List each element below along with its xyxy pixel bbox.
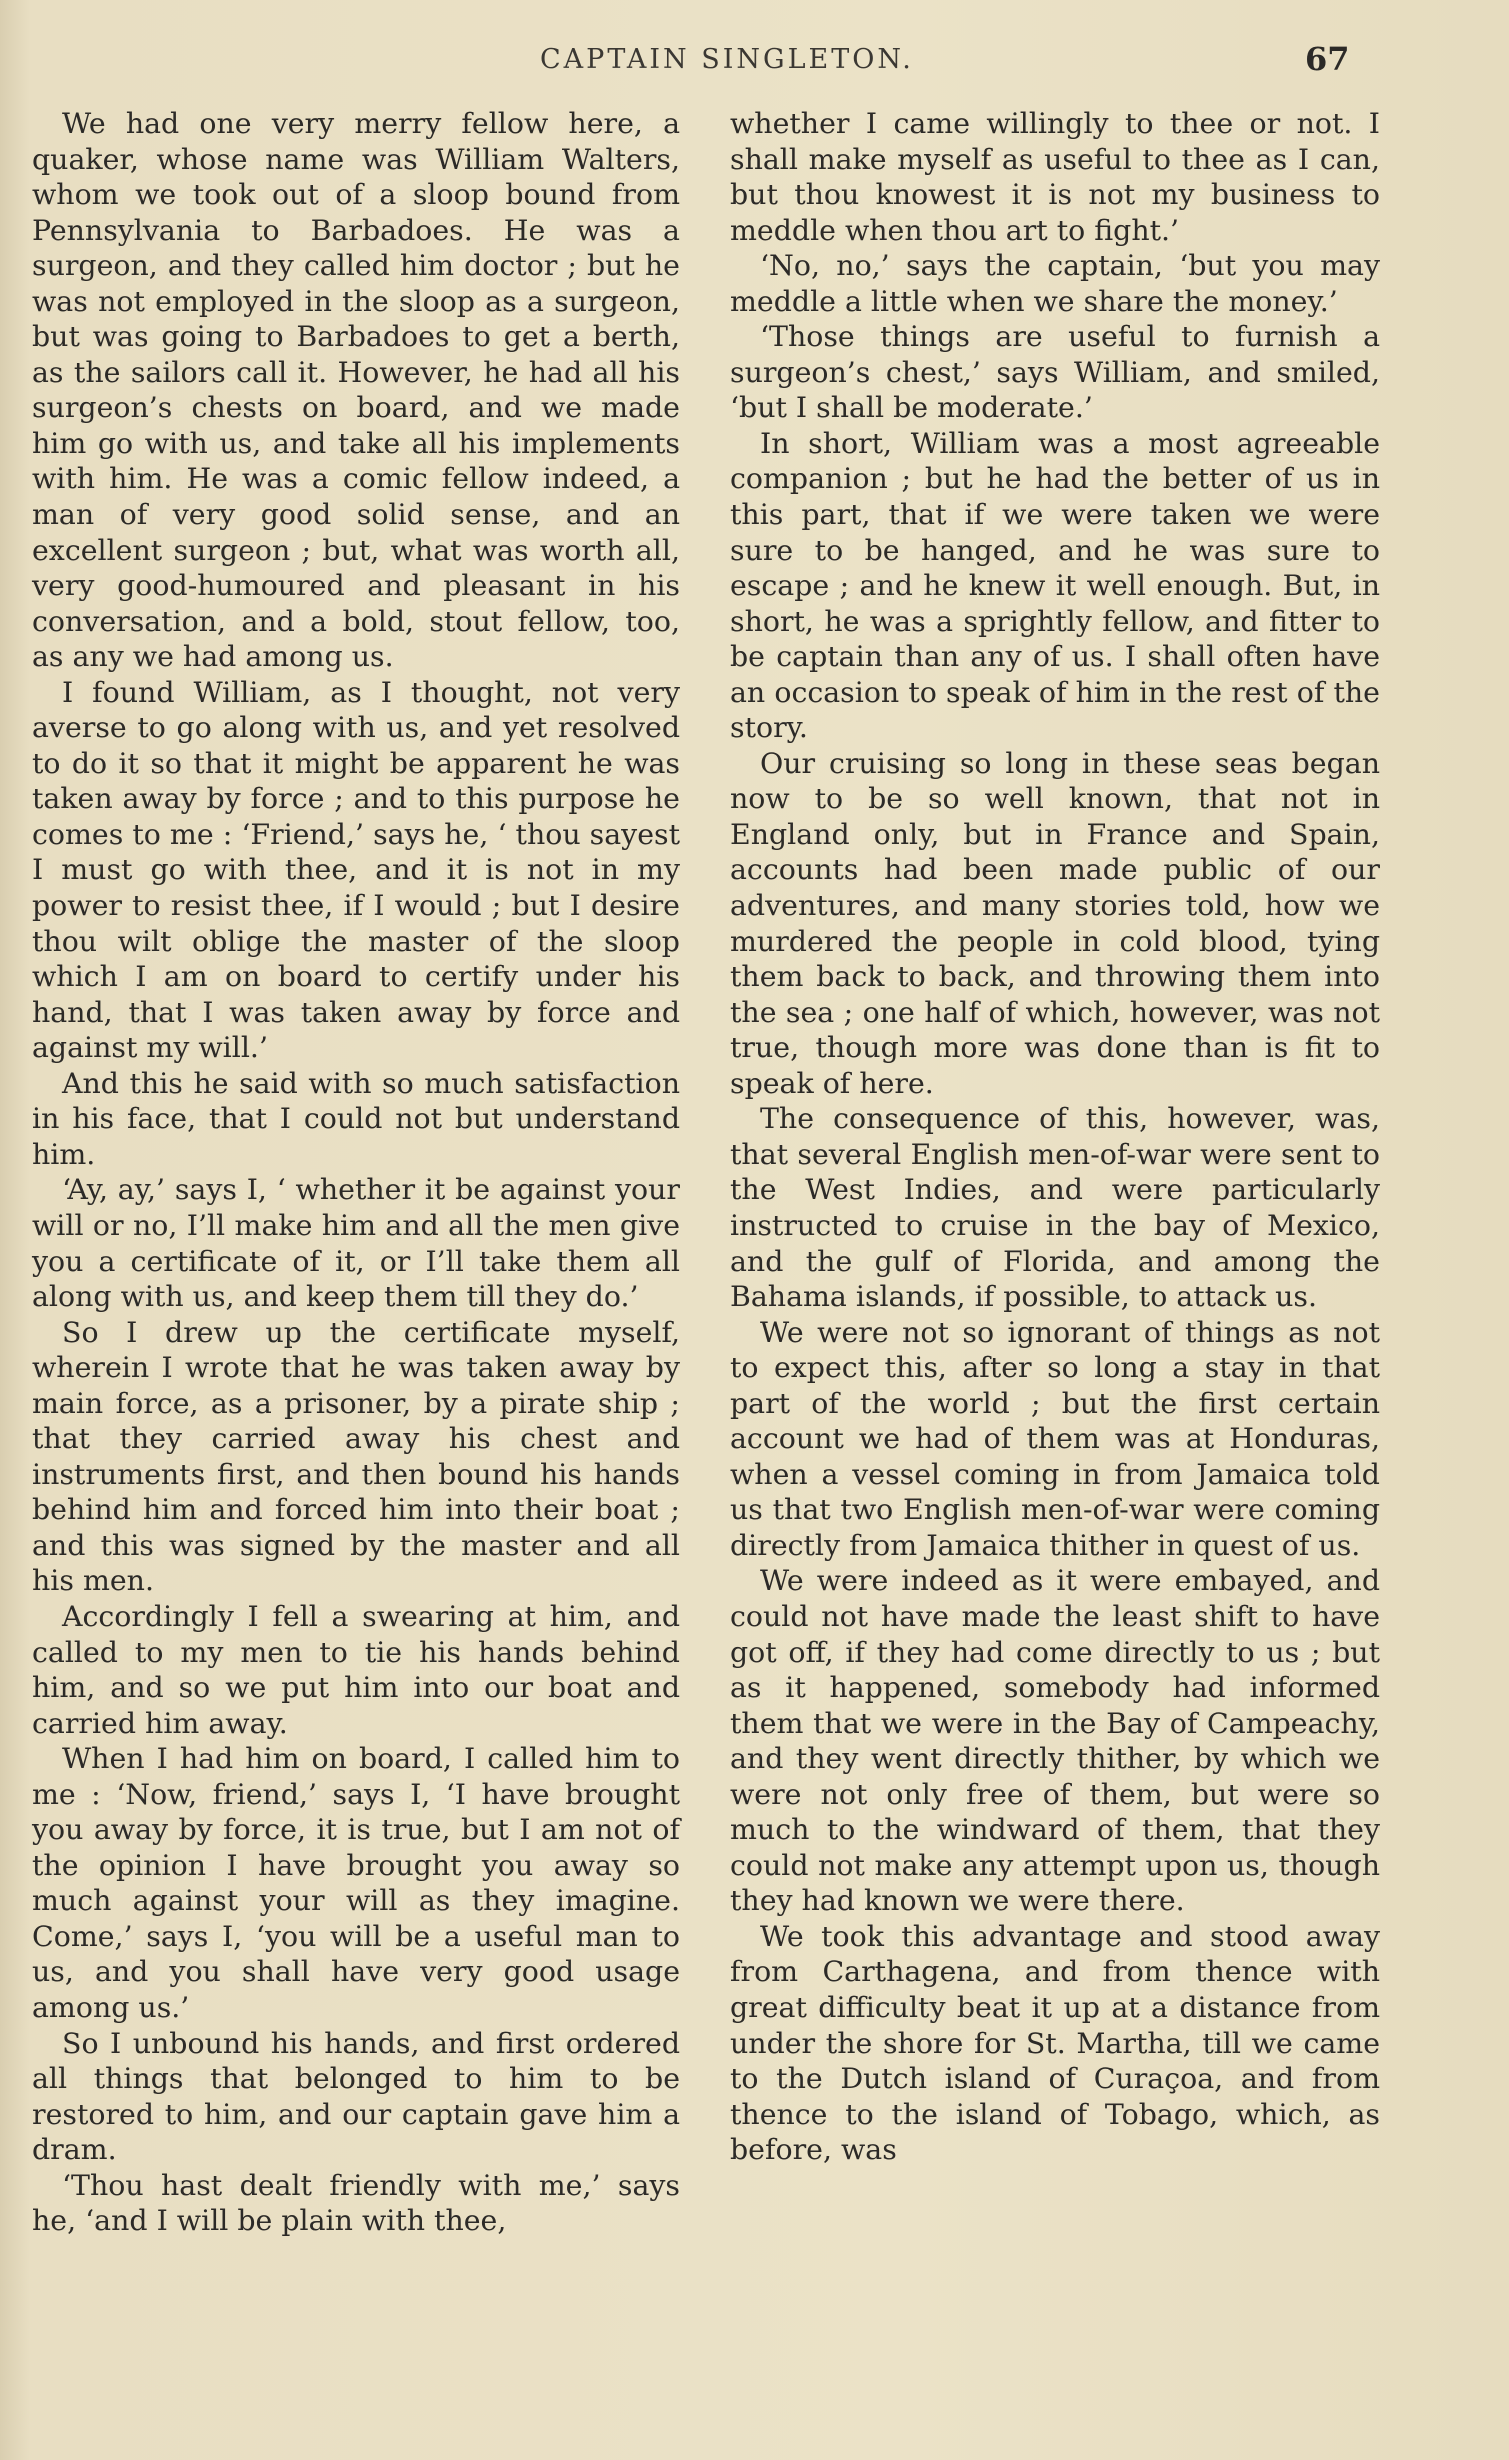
- paragraph: ‘Those things are useful to furnish a surgeon’s chest,’ says William, and smiled, ‘but I shall be moderate.’: [730, 320, 1380, 425]
- paragraph: So I unbound his hands, and first ordered all things that belonged to him to be restored to him, and our captain gave him a dram.: [32, 2026, 680, 2167]
- paragraph: Our cruising so long in these seas began now to be so well known, that not in England only, but in France and Spain, accounts had been made public of our adventures, and many stories told, how we murdered the people in cold blood, tying them back to back, and throwing them into the sea ; one half of which, however, was not true, though more was done than is fit to speak of here.: [730, 746, 1380, 1100]
- paragraph: Accordingly I fell a swearing at him, and called to my men to tie his hands behind him, and so we put him into our boat and carried him away.: [32, 1599, 680, 1740]
- paragraph: We had one very merry fellow here, a quaker, whose name was William Walters, whom we took out of a sloop bound from Pennsylvania to Barbadoes. He was a surgeon, and they called him doctor ; but he was not employed in the sloop as a surgeon, but was going to Barbadoes to get a berth, as the sailors call it. However, he had all his surgeon’s chests on board, and we made him go with us, and take all his implements with him. He was a comic fellow indeed, a man of very good solid sense, and an excellent surgeon ; but, what was worth all, very good-humoured and pleasant in his conversation, and a bold, stout fellow, too, as any we had among us.: [32, 107, 680, 674]
- right-column: [730, 106, 1380, 2168]
- paragraph: We took this advantage and stood away from Carthagena, and from thence with great difficulty beat it up at a distance from under the shore for St. Martha, till we came to the Dutch island of Curaçoa, and from thence to the island of Tobago, which, as before, was: [730, 1919, 1380, 2167]
- running-head: CAPTAIN SINGLETON.: [540, 44, 914, 75]
- paragraph: And this he said with so much satisfaction in his face, that I could not but understand him.: [32, 1066, 680, 1171]
- paragraph: When I had him on board, I called him to me : ‘Now, friend,’ says I, ‘I have brought you away by force, it is true, but I am not of the opinion I have brought you away so much against your will as they imagine. Come,’ says I, ‘you will be a useful man to us, and you shall have very good usage among us.’: [32, 1742, 680, 2024]
- paragraph-continued: whether I came willingly to thee or not. I shall make myself as useful to thee as I can, but thou knowest it is not my business to meddle when thou art to fight.’: [730, 107, 1380, 247]
- page-number: 67: [1305, 40, 1350, 78]
- paragraph: ‘Ay, ay,’ says I, ‘ whether it be against your will or no, I’ll make him and all the men give you a certificate of it, or I’ll take them all along with us, and keep them till they do.’: [32, 1173, 680, 1314]
- paragraph: ‘Thou hast dealt friendly with me,’ says he, ‘and I will be plain with thee,: [32, 2168, 680, 2238]
- paragraph: We were indeed as it were embayed, and could not have made the least shift to have got off, if they had come directly to us ; but as it happened, somebody had informed them that we were in the Bay of Campeachy, and they went directly thither, by which we were not only free of them, but were so much to the windward of them, that they could not make any attempt upon us, though they had known we were there.: [730, 1564, 1380, 1918]
- paragraph: So I drew up the certificate myself, wherein I wrote that he was taken away by main force, as a prisoner, by a pirate ship ; that they carried away his chest and instruments first, and then bound his hands behind him and forced him into their boat ; and this was signed by the master and all his men.: [32, 1315, 680, 1598]
- page-header: [0, 40, 1509, 90]
- left-column: [32, 106, 680, 2239]
- paragraph: In short, William was a most agreeable companion ; but he had the better of us in this part, that if we were taken we were sure to be hanged, and he was sure to escape ; and he knew it well enough. But, in short, he was a sprightly fellow, and fitter to be captain than any of us. I shall often have an occasion to speak of him in the rest of the story.: [730, 426, 1380, 745]
- paragraph: I found William, as I thought, not very averse to go along with us, and yet resolved to do it so that it might be apparent he was taken away by force ; and to this purpose he comes to me : ‘Friend,’ says he, ‘ thou sayest I must go with thee, and it is not in my power to resist thee, if I would ; but I desire thou wilt oblige the master of the sloop which I am on board to certify under his hand, that I was taken away by force and against my will.’: [32, 675, 680, 1065]
- paragraph: ‘No, no,’ says the captain, ‘but you may meddle a little when we share the money.’: [730, 249, 1380, 318]
- paragraph: We were not so ignorant of things as not to expect this, after so long a stay in that part of the world ; but the first certain account we had of them was at Honduras, when a vessel coming in from Jamaica told us that two English men-of-war were coming directly from Jamaica thither in quest of us.: [730, 1315, 1380, 1562]
- paragraph: The consequence of this, however, was, that several English men-of-war were sent to the West Indies, and were particularly instructed to cruise in the bay of Mexico, and the gulf of Florida, and among the Bahama islands, if possible, to attack us.: [730, 1102, 1380, 1314]
